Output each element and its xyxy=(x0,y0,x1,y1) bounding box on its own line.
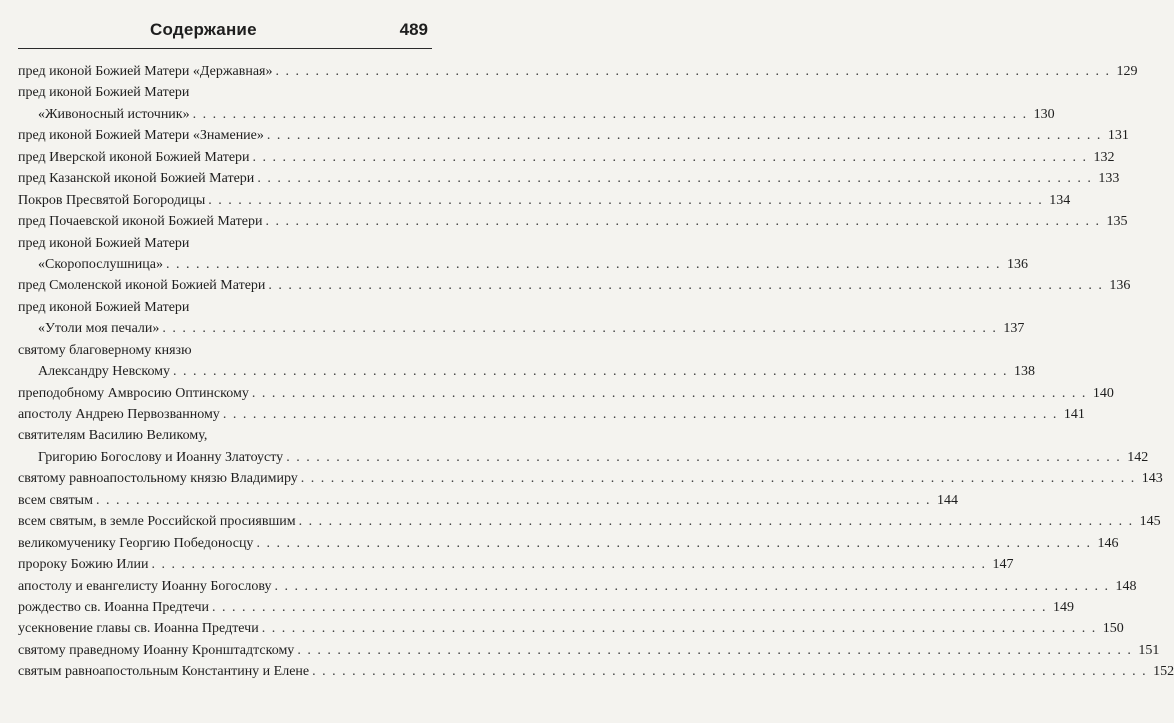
toc-entry xyxy=(18,128,1129,149)
toc-entry-page: 141 xyxy=(1063,407,1085,422)
toc-entry-text: пред иконой Божией Матери «Державная» xyxy=(18,64,273,79)
toc-entry-page: 148 xyxy=(1115,578,1137,594)
dot-leader: . . . . . . . . . . . . . . . . . . . . . . . . . . . . . . . . . . . . . . . . . . . . . . . . . . . . . . . . . . . . . . . . . . . . . . . . . . . . . . . . . . . . xyxy=(251,385,1087,401)
toc-entry-page: 134 xyxy=(1049,192,1071,208)
toc-entry-text: святому равноапостольному князю Владимиру xyxy=(18,471,298,487)
toc-entry-page: 135 xyxy=(1106,214,1128,230)
dot-leader: . . . . . . . . . . . . . . . . . . . . . . . . . . . . . . . . . . . . . . . . . . . . . . . . . . . . . . . . . . . . . . . . . . . . . . . . . . . . . . . . . . . . xyxy=(95,492,931,508)
toc-entry-page: 129 xyxy=(1116,64,1138,79)
toc-entry xyxy=(18,364,1036,385)
dot-leader: . . . . . . . . . . . . . . . . . . . . . . . . . . . . . . . . . . . . . . . . . . . . . . . . . . . . . . . . . . . . . . . . . . . . . . . . . . . . . . . . . . . . xyxy=(211,599,1047,615)
toc-entry-page: 140 xyxy=(1092,385,1114,401)
dot-leader: . . . . . . . . . . . . . . . . . . . . . . . . . . . . . . . . . . . . . . . . . . . . . . . . . . . . . . . . . . . . . . . . . . . . . . . . . . . . . . . . . . . . xyxy=(286,449,1122,465)
toc-entry-text: Александру Невскому xyxy=(38,364,171,380)
toc-entry xyxy=(18,599,1074,621)
toc-entry-page: 136 xyxy=(1006,256,1028,272)
dot-leader: . . . . . . . . . . . . . . . . . . . . . . . . . . . . . . . . . . . . . . . . . . . . . . . . . . . . . . . . . . . . . . . . . . . . . . . . . . . . . . . . . . . . xyxy=(265,214,1101,230)
dot-leader: . . . . . . . . . . . . . . . . . . . . . . . . . . . . . . . . . . . . . . . . . . . . . . . . . . . . . . . . . . . . . . . . . . . . . . . . . . . . . . . . . . . . xyxy=(192,106,1028,122)
toc-entry-text: святому благоверному князю xyxy=(18,342,192,358)
toc-entry-text: великомученику Георгию Победоносцу xyxy=(18,535,254,551)
toc-entry xyxy=(18,407,1085,428)
dot-leader: . . . . . . . . . . . . . . . . . . . . . . . . . . . . . . . . . . . . . . . . . . . . . . . . . . . . . . . . . . . . . . . . . . . . . . . . . . . . . . . . . . . . xyxy=(151,557,987,573)
toc-entry xyxy=(18,471,1163,492)
toc-entry xyxy=(18,343,359,364)
dot-leader: . . . . . . . . . . . . . . . . . . . . . . . . . . . . . . . . . . . . . . . . . . . . . . . . . . . . . . . . . . . . . . . . . . . . . . . . . . . . . . . . . . . . xyxy=(252,149,1088,165)
toc-entry xyxy=(18,428,359,449)
toc-entry xyxy=(18,492,958,514)
toc-entry-page: 136 xyxy=(1109,278,1131,294)
toc-entry-text: рождество св. Иоанна Предтечи xyxy=(18,599,209,615)
toc-entry-text: пред иконой Божией Матери «Знамение» xyxy=(18,128,264,144)
dot-leader: . . . . . . . . . . . . . . . . . . . . . . . . . . . . . . . . . . . . . . . . . . . . . . . . . . . . . . . . . . . . . . . . . . . . . . . . . . . . . . . . . . . . xyxy=(300,471,1136,487)
toc-entry-page: 147 xyxy=(992,557,1014,573)
toc-entry-page: 138 xyxy=(1014,364,1036,380)
toc-entry-text: апостолу и евангелисту Иоанну Богослову xyxy=(18,578,272,594)
dot-leader: . . . . . . . . . . . . . . . . . . . . . . . . . . . . . . . . . . . . . . . . . . . . . . . . . . . . . . . . . . . . . . . . . . . . . . . . . . . . . . . . . . . . xyxy=(256,535,1092,551)
section-title: Содержание xyxy=(150,20,257,39)
toc-entry-text: пред иконой Божией Матери xyxy=(18,299,190,315)
dot-leader: . . . . . . . . . . . . . . . . . . . . . . . . . . . . . . . . . . . . . . . . . . . . . . . . . . . . . . . . . . . . . . . . . . . . . . . . . . . . . . . . . . . . xyxy=(268,278,1104,294)
toc-entry-text: святителям Василию Великому, xyxy=(18,428,208,444)
dot-leader: . . . . . . . . . . . . . . . . . . . . . . . . . . . . . . . . . . . . . . . . . . . . . . . . . . . . . . . . . . . . . . . . . . . . . . . . . . . . . . . . . . . . xyxy=(261,621,1097,637)
toc-entry xyxy=(18,214,1128,235)
toc-entry-page: 146 xyxy=(1097,535,1119,551)
page-number: 489 xyxy=(399,20,428,39)
toc-entry-text: пред Почаевской иконой Божией Матери xyxy=(18,214,263,230)
dot-leader: . . . . . . . . . . . . . . . . . . . . . . . . . . . . . . . . . . . . . . . . . . . . . . . . . . . . . . . . . . . . . . . . . . . . . . . . . . . . . . . . . . . . xyxy=(274,578,1110,594)
toc-entry xyxy=(18,449,1149,471)
toc-entry-page: 143 xyxy=(1141,471,1163,487)
toc-entry-text: апостолу Андрею Первозванному xyxy=(18,407,220,422)
toc-entry xyxy=(18,664,1174,685)
toc-entry-page: 149 xyxy=(1052,599,1074,615)
toc-entry-text: всем святым xyxy=(18,492,93,508)
toc-entry xyxy=(18,171,1120,192)
toc-entry-text: «Скоропослушница» xyxy=(38,256,163,272)
toc-entry xyxy=(18,557,1014,578)
toc-entry-page: 150 xyxy=(1102,621,1124,637)
toc-entry xyxy=(18,64,1138,85)
toc-entry-text: Покров Пресвятой Богородицы xyxy=(18,192,206,208)
dot-leader: . . . . . . . . . . . . . . . . . . . . . . . . . . . . . . . . . . . . . . . . . . . . . . . . . . . . . . . . . . . . . . . . . . . . . . . . . . . . . . . . . . . . xyxy=(222,407,1058,422)
dot-leader: . . . . . . . . . . . . . . . . . . . . . . . . . . . . . . . . . . . . . . . . . . . . . . . . . . . . . . . . . . . . . . . . . . . . . . . . . . . . . . . . . . . . xyxy=(165,256,1001,272)
toc-entry xyxy=(18,106,1055,128)
toc-entry-text: пророку Божию Илии xyxy=(18,557,149,573)
toc-entry xyxy=(18,642,1160,664)
toc-entry xyxy=(18,149,1115,171)
toc-entry xyxy=(18,385,1114,407)
table-of-contents xyxy=(18,64,1174,686)
toc-entry-text: «Утоли моя печали» xyxy=(38,321,160,337)
toc-entry-text: преподобному Амвросию Оптинскому xyxy=(18,385,249,401)
toc-entry xyxy=(18,300,359,321)
toc-entry-text: пред Казанской иконой Божией Матери xyxy=(18,171,255,187)
toc-entry-page: 132 xyxy=(1093,149,1115,165)
toc-entry xyxy=(18,535,1119,557)
dot-leader: . . . . . . . . . . . . . . . . . . . . . . . . . . . . . . . . . . . . . . . . . . . . . . . . . . . . . . . . . . . . . . . . . . . . . . . . . . . . . . . . . . . . xyxy=(257,171,1093,187)
toc-entry-text: святым равноапостольным Константину и Елене xyxy=(18,664,310,680)
toc-entry xyxy=(18,278,1131,299)
dot-leader: . . . . . . . . . . . . . . . . . . . . . . . . . . . . . . . . . . . . . . . . . . . . . . . . . . . . . . . . . . . . . . . . . . . . . . . . . . . . . . . . . . . . xyxy=(297,642,1133,658)
toc-entry-text: пред Иверской иконой Божией Матери xyxy=(18,149,250,165)
dot-leader: . . . . . . . . . . . . . . . . . . . . . . . . . . . . . . . . . . . . . . . . . . . . . . . . . . . . . . . . . . . . . . . . . . . . . . . . . . . . . . . . . . . . xyxy=(266,128,1102,144)
toc-entry xyxy=(18,256,1028,278)
toc-entry-text: пред иконой Божией Матери xyxy=(18,235,190,251)
toc-entry-page: 133 xyxy=(1098,171,1120,187)
toc-entry-page: 137 xyxy=(1003,321,1025,337)
toc-entry-text: пред иконой Божией Матери xyxy=(18,85,190,101)
toc-entry xyxy=(18,192,1071,214)
toc-entry xyxy=(18,321,1025,342)
toc-entry-text: пред Смоленской иконой Божией Матери xyxy=(18,278,266,294)
toc-entry-page: 144 xyxy=(936,492,958,508)
toc-entry-text: усекновение главы св. Иоанна Предтечи xyxy=(18,621,259,637)
dot-leader: . . . . . . . . . . . . . . . . . . . . . . . . . . . . . . . . . . . . . . . . . . . . . . . . . . . . . . . . . . . . . . . . . . . . . . . . . . . . . . . . . . . . xyxy=(275,64,1111,79)
toc-entry-page: 151 xyxy=(1138,642,1160,658)
toc-entry-page: 145 xyxy=(1139,514,1161,530)
toc-entry-page: 131 xyxy=(1107,128,1129,144)
toc-entry xyxy=(18,621,1124,642)
toc-entry-page: 142 xyxy=(1127,449,1149,465)
toc-entry xyxy=(18,578,1137,600)
dot-leader: . . . . . . . . . . . . . . . . . . . . . . . . . . . . . . . . . . . . . . . . . . . . . . . . . . . . . . . . . . . . . . . . . . . . . . . . . . . . . . . . . . . . xyxy=(173,364,1009,380)
toc-entry xyxy=(18,514,1161,535)
toc-entry-text: святому праведному Иоанну Кронштадтскому xyxy=(18,642,295,658)
toc-entry-page: 130 xyxy=(1033,106,1055,122)
toc-entry-text: всем святым, в земле Российской просиявшим xyxy=(18,514,296,530)
toc-entry-text: Григорию Богослову и Иоанну Златоусту xyxy=(38,449,284,465)
dot-leader: . . . . . . . . . . . . . . . . . . . . . . . . . . . . . . . . . . . . . . . . . . . . . . . . . . . . . . . . . . . . . . . . . . . . . . . . . . . . . . . . . . . . xyxy=(208,192,1044,208)
running-header xyxy=(18,16,432,49)
dot-leader: . . . . . . . . . . . . . . . . . . . . . . . . . . . . . . . . . . . . . . . . . . . . . . . . . . . . . . . . . . . . . . . . . . . . . . . . . . . . . . . . . . . . xyxy=(312,664,1148,680)
dot-leader: . . . . . . . . . . . . . . . . . . . . . . . . . . . . . . . . . . . . . . . . . . . . . . . . . . . . . . . . . . . . . . . . . . . . . . . . . . . . . . . . . . . . xyxy=(298,514,1134,530)
toc-entry xyxy=(18,85,359,106)
toc-entry-text: «Живоносный источник» xyxy=(38,106,190,122)
dot-leader: . . . . . . . . . . . . . . . . . . . . . . . . . . . . . . . . . . . . . . . . . . . . . . . . . . . . . . . . . . . . . . . . . . . . . . . . . . . . . . . . . . . . xyxy=(162,321,998,337)
toc-entry xyxy=(18,236,359,257)
toc-entry-page: 152 xyxy=(1153,664,1174,680)
